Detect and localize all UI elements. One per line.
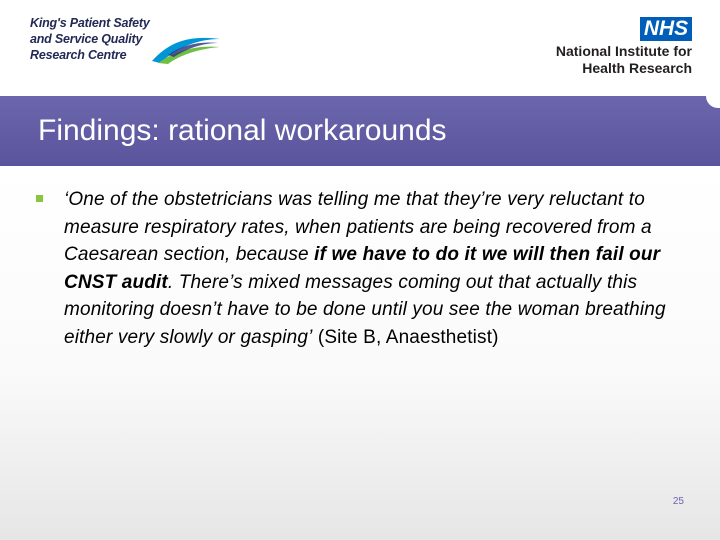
nihr-line-1: National Institute for: [555, 43, 692, 59]
kings-logo-line-1: King's Patient Safety: [30, 16, 150, 30]
quote-emphasis: if we have to do it we will then fail our CNST audit: [64, 244, 661, 293]
kings-logo-line-3: Research Centre: [30, 48, 127, 62]
quote-bullet-item: [36, 186, 686, 351]
quote-paragraph: [36, 186, 686, 351]
nhs-nihr-logo: [522, 17, 692, 77]
nihr-text: [556, 43, 692, 77]
quote-part-2: . There’s mixed messages coming out that actually this monitoring doesn’t have to be done until you see the woman breathing either very slowly or gasping’: [64, 271, 666, 348]
kings-patient-safety-logo: [30, 15, 220, 75]
kings-logo-text: [30, 15, 150, 63]
title-band: [0, 96, 720, 166]
slide-title: Findings: rational workarounds: [38, 114, 447, 147]
quote-part-1: ‘One of the obstetricians was telling me that they’re very reluctant to measure respiratory rates, when patients are being recovered from a Caesarean section, because: [64, 189, 652, 265]
kings-logo-line-2: and Service Quality: [30, 32, 143, 46]
nihr-line-2: Health Research: [582, 60, 692, 76]
quote-attribution: (Site B, Anaesthetist): [312, 326, 499, 348]
nhs-badge: NHS: [640, 17, 692, 41]
bullet-square-icon: [36, 195, 43, 202]
page-number: 25: [672, 496, 684, 507]
swoosh-icon: [150, 31, 222, 65]
